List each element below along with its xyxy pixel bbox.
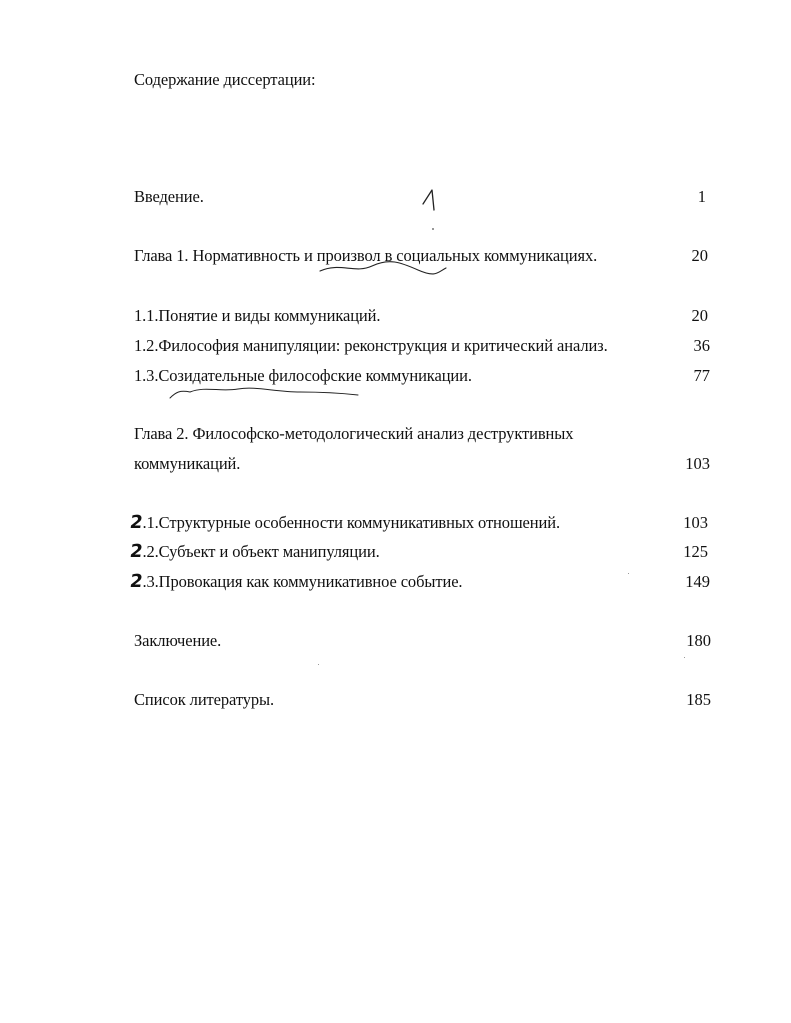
toc-page-chapter-2: 103: [685, 454, 710, 473]
toc-page-chapter-1: 20: [691, 246, 708, 265]
toc-entry-chapter-2-cont: коммуникаций.: [134, 454, 241, 473]
toc-page-1-1: 20: [691, 306, 708, 325]
toc-page-conclusion: 180: [686, 631, 711, 650]
toc-page-1-2: 36: [693, 336, 710, 355]
toc-entry-text: .3.Провокация как коммуникативное событие.: [142, 572, 463, 591]
handwritten-chapter-number: 2: [128, 541, 144, 562]
toc-entry-1-1: 1.1.Понятие и виды коммуникаций.: [134, 306, 381, 325]
toc-entry-text: .2.Субъект и объект манипуляции.: [142, 542, 380, 561]
toc-entry-chapter-2: Глава 2. Философско-методологический анализ деструктивных: [134, 424, 574, 443]
toc-page-2-1: 103: [683, 513, 708, 532]
handwritten-chapter-number: 2: [128, 571, 144, 592]
toc-page-introduction: 1: [697, 187, 706, 206]
toc-page-1-3: 77: [693, 366, 710, 385]
underline-squiggle-2: [170, 388, 358, 398]
document-title: Содержание диссертации:: [134, 70, 316, 89]
handwritten-chapter-number: 2: [128, 512, 144, 533]
scan-speck: [628, 573, 629, 574]
toc-page-bibliography: 185: [686, 690, 711, 709]
toc-entry-bibliography: Список литературы.: [134, 690, 275, 709]
toc-entry-text: .1.Структурные особенности коммуникативных отношений.: [142, 513, 560, 532]
toc-page-2-2: 125: [683, 542, 708, 561]
toc-entry-2-1: [130, 513, 560, 533]
scan-speck: [432, 228, 434, 230]
toc-entry-conclusion: Заключение.: [134, 631, 222, 650]
scan-speck: [318, 664, 319, 665]
handwritten-page-number-mark: [423, 190, 434, 210]
toc-page-2-3: 149: [685, 572, 710, 591]
toc-entry-introduction: Введение.: [134, 187, 204, 206]
toc-entry-2-2: [130, 542, 380, 562]
toc-entry-1-3: 1.3.Созидательные философские коммуникации.: [134, 366, 472, 385]
toc-entry-1-2: 1.2.Философия манипуляции: реконструкция и критический анализ.: [134, 336, 608, 355]
toc-entry-2-3: [130, 572, 462, 592]
toc-entry-chapter-1: Глава 1. Нормативность и произвол в социальных коммуникациях.: [134, 246, 598, 265]
scan-speck: [684, 657, 685, 658]
